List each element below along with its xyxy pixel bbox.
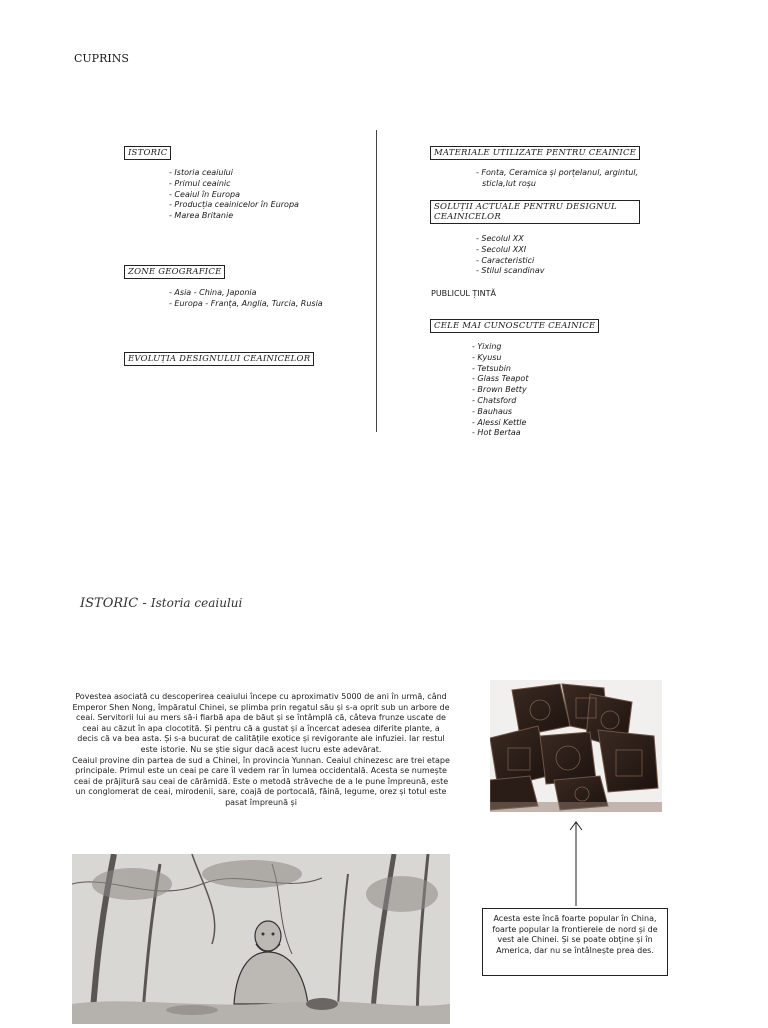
- toc-list-istoric: [169, 168, 299, 222]
- list-item[interactable]: - Chatsford: [472, 395, 517, 405]
- shen-nong-sketch: [72, 854, 450, 1024]
- photo-caption: Acesta este încă foarte popular în China, foarte popular la frontierele de nord și de vest ale Chinei. Și se poate obține și în America, dar nu se întâlnește prea des.: [482, 908, 668, 976]
- brick-tea-photo: [490, 680, 662, 812]
- list-item[interactable]: - Ceaiul în Europa: [169, 189, 241, 199]
- list-item[interactable]: - Brown Betty: [472, 385, 527, 395]
- list-item[interactable]: - Asia - China, Japonia: [169, 288, 257, 297]
- list-item[interactable]: - Caracteristici: [476, 255, 535, 265]
- column-divider: [376, 130, 377, 432]
- toc-title: CUPRINS: [74, 52, 129, 65]
- paragraph: Ceaiul provine din partea de sud a Chinei, în provincia Yunnan. Ceaiul chinezesc are trei etape principale. Primul este un ceai pe care îl vedem rar în lumea occidentală. Acesta se numește ceai de prăjitură sau ceai de cărămidă. Este o metodă străveche de a le pune împreună, este un conglomerat de ceai, mirodenii, sare, coajă de portocală, făină, legume, orez și totul este pasat împreună și: [72, 755, 450, 807]
- section-heading-main: ISTORIC -: [80, 596, 147, 611]
- list-item[interactable]: - Stilul scandinav: [476, 266, 545, 276]
- paragraph: Povestea asociată cu descoperirea ceaiului începe cu aproximativ 5000 de ani în urmă, când Emperor Shen Nong, împăratul Chinei, se plimba prin regatul său și s-a oprit sub un arbore de ceai. Servitorii lui au mers să-i fiarbă apa de băut și se întâmplă că, câteva frunze uscate de ceai au căzut în apa clocotită. Și pentru că a gustat și a încercat adesea diferite plante, a decis că va bea asta. Și s-a bucurat de calitățile exotice și revigorante ale infuziei. Iar restul este istorie. Nu se știe sigur dacă acest lucru este adevărat.: [72, 692, 450, 754]
- list-item[interactable]: - Hot Bertaa: [472, 428, 521, 438]
- list-item[interactable]: - Secolul XX: [476, 234, 524, 243]
- list-item[interactable]: - Fonta, Ceramica și porțelanul, argintul,: [476, 168, 639, 177]
- toc-heading-evolutia[interactable]: EVOLUȚIA DESIGNULUI CEAINICELOR: [124, 352, 314, 366]
- toc-list-cunoscute: [472, 342, 528, 439]
- list-item[interactable]: - Tetsubin: [472, 363, 511, 373]
- toc-heading-istoric[interactable]: ISTORIC: [124, 146, 171, 160]
- toc-list-solutii: [476, 234, 544, 277]
- list-item[interactable]: sticla,lut roșu: [482, 178, 536, 188]
- list-item[interactable]: - Bauhaus: [472, 406, 513, 416]
- list-item[interactable]: - Secolul XXI: [476, 244, 527, 254]
- toc-heading-zone[interactable]: ZONE GEOGRAFICE: [124, 265, 225, 279]
- toc-heading-cunoscute[interactable]: CELE MAI CUNOSCUTE CEAINICE: [430, 319, 599, 333]
- section-heading: [80, 596, 242, 611]
- list-item[interactable]: - Yixing: [472, 342, 502, 351]
- toc-item-public[interactable]: PUBLICUL ȚINTĂ: [431, 289, 497, 298]
- list-item[interactable]: - Producția ceainicelor în Europa: [169, 200, 299, 210]
- list-item[interactable]: - Europa - Franța, Anglia, Turcia, Rusia: [169, 298, 323, 308]
- toc-heading-solutii[interactable]: SOLUȚII ACTUALE PENTRU DESIGNUL CEAINICELOR: [430, 200, 640, 224]
- list-item[interactable]: - Kyusu: [472, 352, 502, 362]
- toc-heading-materiale[interactable]: MATERIALE UTILIZATE PENTRU CEAINICE: [430, 146, 640, 160]
- list-item[interactable]: - Primul ceainic: [169, 178, 231, 188]
- list-item[interactable]: - Glass Teapot: [472, 374, 529, 384]
- section-heading-sub: Istoria ceaiului: [150, 596, 243, 610]
- list-item[interactable]: - Istoria ceaiului: [169, 168, 233, 177]
- arrow-up-icon: [566, 818, 586, 908]
- section-body: [72, 692, 450, 809]
- list-item[interactable]: - Marea Britanie: [169, 211, 234, 221]
- toc-list-materiale: [476, 168, 638, 190]
- list-item[interactable]: - Alessi Kettle: [472, 417, 527, 427]
- toc-list-zone: [169, 288, 323, 310]
